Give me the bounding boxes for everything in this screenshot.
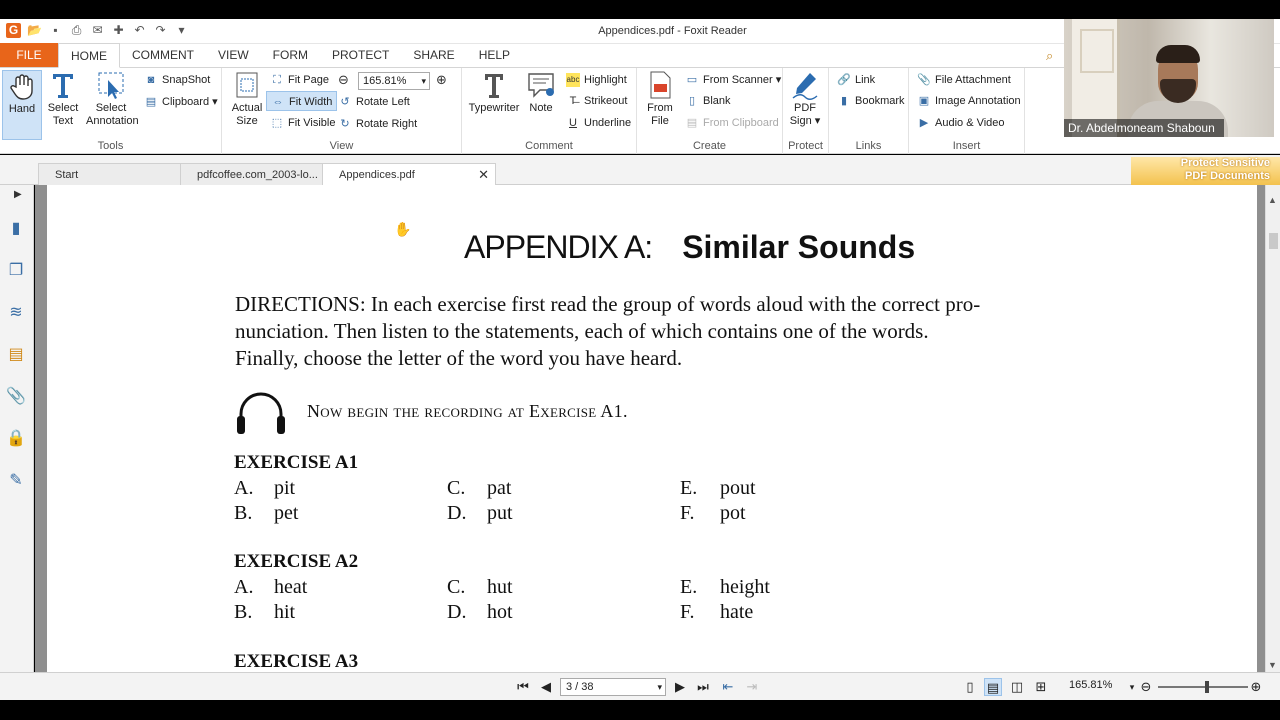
appendix-title: APPENDIX A: Similar Sounds: [464, 229, 916, 265]
scroll-up-icon[interactable]: ▲: [1268, 195, 1277, 205]
exercise-title: EXERCISE A1: [234, 452, 359, 473]
exercise-option: B. hit: [234, 601, 296, 623]
first-page-icon[interactable]: ⏮: [517, 679, 529, 694]
tab-form[interactable]: FORM: [272, 48, 308, 62]
customize-qat-icon[interactable]: ▾: [178, 23, 185, 37]
pages-panel-icon[interactable]: ❐: [8, 262, 24, 279]
single-page-icon[interactable]: ▯: [966, 679, 974, 694]
exercise-option: B. pet: [234, 502, 299, 524]
link-icon: 🔗: [837, 74, 851, 86]
group-insert: [909, 68, 1025, 154]
pdf-file-icon: [645, 70, 675, 100]
rotate-right-icon: ↻: [340, 118, 350, 130]
webcam-overlay: [1064, 19, 1274, 137]
bookmark-icon: ▮: [840, 95, 848, 107]
rotate-left-icon: ↺: [340, 96, 350, 108]
pdf-sign-button[interactable]: PDF Sign ▾: [783, 70, 827, 128]
last-page-icon[interactable]: ⏭: [697, 679, 709, 694]
fit-width-button[interactable]: ⇔ Fit Width: [266, 91, 337, 111]
typewriter-button[interactable]: Typewriter: [466, 70, 522, 115]
page-number-field[interactable]: 3 / 38 ▾: [560, 678, 666, 696]
recording-instruction: Now begin the recording at Exercise A1.: [307, 401, 628, 421]
strikeout-button[interactable]: T̶ Strikeout: [566, 91, 627, 111]
undo-icon[interactable]: ↶: [134, 23, 145, 37]
camera-icon: ◙: [147, 74, 155, 86]
group-links: [829, 68, 909, 154]
doc-tab-pdfcoffee[interactable]: pdfcoffee.com_2003-lo...: [180, 163, 324, 185]
fit-page-button[interactable]: ⛶ Fit Page: [270, 70, 329, 90]
underline-icon: U: [569, 117, 577, 129]
document-viewport[interactable]: [35, 185, 1265, 672]
status-zoom-value[interactable]: 165.81%: [1069, 679, 1113, 691]
paperclip-icon: 📎: [917, 74, 931, 86]
zoom-out-icon[interactable]: ⊖: [338, 72, 349, 87]
group-label-view: View: [329, 140, 354, 152]
exercise-option: E. pout: [680, 477, 756, 499]
tab-protect[interactable]: PROTECT: [332, 48, 390, 62]
fit-visible-icon: ⬚: [271, 117, 283, 129]
foxit-logo-icon: G: [6, 23, 21, 38]
audio-video-button[interactable]: ▶ Audio & Video: [917, 113, 1005, 133]
exercise-option: A. heat: [234, 576, 308, 598]
headphones-icon: [235, 390, 287, 436]
attachments-panel-icon[interactable]: 📎: [6, 388, 26, 405]
open-icon[interactable]: 📂: [27, 23, 42, 37]
status-zoom-in-icon[interactable]: ⊕: [1250, 679, 1262, 694]
hand-tool-button[interactable]: Hand: [2, 70, 42, 140]
exercise-option: D. hot: [447, 601, 513, 623]
highlight-icon: abc: [566, 73, 580, 87]
group-label-tools: Tools: [97, 140, 124, 152]
layers-panel-icon[interactable]: ≋: [9, 304, 23, 321]
group-label-links: Links: [855, 140, 882, 152]
zoom-in-icon[interactable]: ⊕: [436, 72, 447, 87]
rotate-right-button[interactable]: ↻ Rotate Right: [338, 114, 417, 134]
fit-width-icon: ⇔: [272, 96, 284, 108]
typewriter-icon: [479, 70, 509, 100]
hand-icon: [7, 71, 37, 101]
file-attachment-button[interactable]: 📎 File Attachment: [917, 74, 1011, 86]
email-icon[interactable]: ✉: [92, 23, 103, 37]
actual-size-button[interactable]: Actual Size: [224, 70, 270, 128]
note-icon: [526, 70, 556, 100]
note-button[interactable]: Note: [520, 70, 562, 115]
search-icon[interactable]: ⌕: [1046, 48, 1054, 63]
next-view-icon[interactable]: ⇥: [746, 679, 758, 694]
facing-pages-icon[interactable]: ◫: [1010, 679, 1024, 694]
underline-button[interactable]: U Underline: [566, 113, 631, 133]
new-icon[interactable]: ✚: [113, 23, 124, 37]
from-scanner-button[interactable]: ▭ From Scanner ▾: [686, 74, 782, 86]
close-tab-icon[interactable]: ✕: [478, 167, 489, 182]
exercise-title: EXERCISE A2: [234, 551, 359, 572]
directions-text: DIRECTIONS: In each exercise first read the group of words aloud with the correct pro- nunciation. Then listen to the statements, each of which contains one of the words. Finally, choose the letter of the word you have heard.: [235, 292, 981, 370]
film-icon: ▶: [919, 117, 929, 129]
document-tabs: [0, 155, 1280, 185]
exercise-option: C. pat: [447, 477, 512, 499]
continuous-page-icon[interactable]: ▤: [984, 678, 1002, 696]
exercise-option: A. pit: [234, 477, 296, 499]
scanner-icon: ▭: [686, 74, 698, 86]
tab-file[interactable]: FILE: [0, 43, 58, 67]
navigation-panel: [0, 185, 34, 672]
scroll-down-icon[interactable]: ▼: [1268, 660, 1277, 670]
tab-home[interactable]: HOME: [58, 43, 120, 68]
bookmark-button[interactable]: ▮ Bookmark: [837, 91, 905, 111]
select-text-button[interactable]: Select Text: [40, 70, 86, 128]
clipboard-icon: ▤: [145, 96, 157, 108]
group-tools: [0, 68, 222, 154]
next-page-icon[interactable]: ▶: [675, 679, 685, 694]
protect-promo-banner[interactable]: Protect Sensitive PDF Documents: [1131, 157, 1280, 185]
exercise-option: F. pot: [680, 502, 746, 524]
from-file-button[interactable]: From File: [639, 70, 681, 128]
doc-tab-start[interactable]: Start: [38, 163, 182, 185]
image-annotation-button[interactable]: ▣ Image Annotation: [918, 95, 1021, 107]
select-text-icon: [48, 70, 78, 100]
signatures-panel-icon[interactable]: ✎: [9, 472, 23, 489]
security-panel-icon[interactable]: 🔒: [6, 430, 26, 447]
select-annotation-icon: [96, 70, 126, 100]
from-clipboard-button[interactable]: ▤ From Clipboard: [686, 117, 779, 129]
previous-page-icon[interactable]: ◀: [541, 679, 551, 694]
redo-icon[interactable]: ↷: [155, 23, 166, 37]
save-icon[interactable]: ▪: [53, 23, 58, 37]
tab-help[interactable]: HELP: [478, 48, 511, 62]
group-protect: [783, 68, 829, 154]
zoom-slider-knob[interactable]: [1205, 681, 1209, 693]
bookmarks-panel-icon[interactable]: ▮: [11, 220, 21, 237]
group-label-insert: Insert: [952, 140, 981, 152]
strikeout-icon: T̶: [569, 95, 577, 107]
image-icon: ▣: [918, 95, 930, 107]
webcam-name-label: Dr. Abdelmoneam Shaboun: [1064, 119, 1224, 137]
continuous-facing-icon[interactable]: ⊞: [1035, 679, 1047, 694]
pdf-page: [47, 185, 1257, 672]
print-icon[interactable]: ⎙: [71, 23, 82, 37]
status-bar: [0, 672, 1280, 700]
group-create: [637, 68, 783, 154]
select-annotation-button[interactable]: Select Annotation: [86, 70, 136, 128]
clipboard-button[interactable]: ▤ Clipboard ▾: [145, 96, 218, 108]
clipboard-create-icon: ▤: [686, 117, 698, 129]
screen-bottom-border: [0, 700, 1280, 720]
status-zoom-out-icon[interactable]: ⊖: [1140, 679, 1152, 694]
tab-share[interactable]: SHARE: [413, 48, 455, 62]
zoom-slider[interactable]: [1158, 686, 1248, 688]
group-label-protect: Protect: [788, 140, 823, 152]
exercise-option: D. put: [447, 502, 513, 524]
scroll-thumb[interactable]: [1269, 233, 1278, 249]
exercise-option: E. height: [680, 576, 770, 598]
group-view: [222, 68, 462, 154]
pen-sign-icon: [790, 70, 820, 100]
comments-panel-icon[interactable]: ▤: [8, 346, 24, 363]
blank-button[interactable]: ▯ Blank: [685, 91, 731, 111]
group-label-comment: Comment: [525, 140, 573, 152]
fit-page-icon: ⛶: [273, 74, 281, 86]
link-button[interactable]: 🔗 Link: [837, 74, 876, 86]
actual-size-icon: [232, 70, 262, 100]
group-label-create: Create: [692, 140, 727, 152]
doc-tab-appendices[interactable]: Appendices.pdf ✕: [322, 163, 496, 185]
vertical-scrollbar[interactable]: [1265, 185, 1280, 672]
tab-view[interactable]: VIEW: [218, 48, 249, 62]
blank-page-icon: ▯: [688, 95, 696, 107]
tab-comment[interactable]: COMMENT: [132, 48, 194, 62]
previous-view-icon[interactable]: ⇤: [722, 679, 734, 694]
rotate-left-button[interactable]: ↺ Rotate Left: [338, 92, 410, 112]
highlight-button[interactable]: abc Highlight: [566, 74, 627, 86]
zoom-menu-chevron-icon[interactable]: ▾: [1129, 682, 1135, 692]
exercise-title: EXERCISE A3: [234, 651, 359, 672]
zoom-combobox[interactable]: 165.81% ▾: [358, 72, 430, 90]
window-title: Appendices.pdf - Foxit Reader: [598, 25, 747, 37]
fit-visible-button[interactable]: ⬚ Fit Visible: [271, 117, 336, 129]
exercise-option: F. hate: [680, 601, 754, 623]
group-comment: [462, 68, 637, 154]
snapshot-button[interactable]: ◙ SnapShot: [144, 70, 210, 90]
webcam-person-beard: [1160, 79, 1196, 103]
hand-cursor-icon: ✋: [394, 221, 412, 237]
webcam-person-hair: [1156, 45, 1200, 63]
expand-panel-icon[interactable]: ▶: [14, 189, 22, 200]
exercise-option: C. hut: [447, 576, 513, 598]
